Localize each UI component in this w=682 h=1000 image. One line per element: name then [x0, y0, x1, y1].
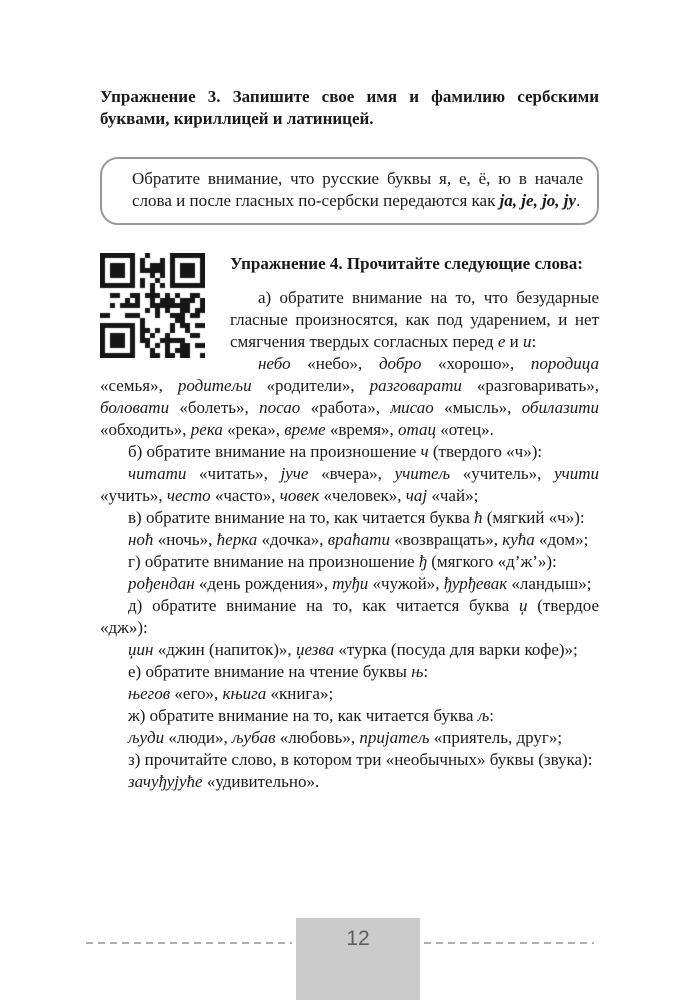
text-run: џезва [295, 640, 335, 659]
text-run: боловати [100, 398, 170, 417]
footer-dash-left [86, 942, 292, 944]
paragraph [100, 727, 599, 749]
paragraph [100, 551, 599, 573]
text-run: «чай»; [427, 486, 479, 505]
paragraph [100, 683, 599, 705]
text-run: е [497, 332, 506, 351]
text-run: ja, je, jo, jy [499, 191, 577, 210]
paragraph [100, 661, 599, 683]
text-run: туђи [332, 574, 369, 593]
text-run: родитељи [177, 376, 252, 395]
text-run: ноћ [128, 530, 154, 549]
text-run: чај [405, 486, 428, 505]
text-run: човек [279, 486, 320, 505]
text-run: а) обратите внимание на то, что безударные гласные произносятся, как под ударением, и нет смягчения твердых согласных перед [230, 288, 599, 351]
paragraph [100, 705, 599, 727]
exercise4-heading: Упражнение 4. Прочитайте следующие слова: [230, 254, 583, 273]
text-run: г) обратите внимание на произношение [128, 552, 419, 571]
text-run: «человек», [319, 486, 406, 505]
note-box [100, 157, 599, 225]
text-run: «река», [222, 420, 285, 439]
text-run: небо [258, 354, 291, 373]
text-run: «время», [325, 420, 399, 439]
text-run: б) обратите внимание на произношение [128, 442, 421, 461]
text-run: и [505, 332, 523, 351]
text-run: људи [128, 728, 165, 747]
paragraph [100, 573, 599, 595]
text-run: посао [259, 398, 301, 417]
text-run: «мысль», [433, 398, 522, 417]
paragraph [100, 529, 599, 551]
text-run: ч [420, 442, 429, 461]
text-run: књига [222, 684, 267, 703]
text-run: зачуђујуће [128, 772, 203, 791]
text-run: «ночь», [153, 530, 217, 549]
text-run: «возвращать», [389, 530, 503, 549]
paragraph [100, 441, 599, 463]
text-run: њ [411, 662, 424, 681]
text-run: е) обратите внимание на чтение буквы [128, 662, 412, 681]
text-run: ђурђевак [443, 574, 508, 593]
text-run: љ [477, 706, 490, 725]
text-run: «день рождения», [194, 574, 333, 593]
text-run: (твердое «дж»): [100, 596, 600, 637]
text-run: «хорошо», [421, 354, 531, 373]
text-run: «турка (посуда для варки кофе)»; [334, 640, 578, 659]
text-run: «отец». [436, 420, 494, 439]
text-run: «люди», [164, 728, 232, 747]
paragraph [100, 353, 599, 441]
text-run: : [423, 662, 429, 681]
text-run: обилазити [521, 398, 600, 417]
text-run: «небо», [290, 354, 379, 373]
text-run: «любовь», [275, 728, 360, 747]
note-text [132, 168, 583, 212]
paragraph [100, 507, 599, 529]
text-run: «родители», [251, 376, 370, 395]
text-run: (мягкого «д’ж’»): [426, 552, 557, 571]
footer-dash-right [424, 942, 594, 944]
text-run: ж) обратите внимание на то, как читается буква [128, 706, 478, 725]
page-number-band [296, 918, 420, 1000]
text-run: породица [530, 354, 599, 373]
qr-code [100, 253, 205, 358]
text-run: (твердого «ч»): [428, 442, 543, 461]
text-run: «джин (напиток)», [153, 640, 296, 659]
paragraph [100, 595, 599, 639]
text-run: «дом»; [534, 530, 589, 549]
text-run: «вчера», [308, 464, 395, 483]
text-run: његов [128, 684, 171, 703]
text-run: «семья», [100, 376, 178, 395]
text-run: јуче [280, 464, 309, 483]
text-run: Обратите внимание, что русские буквы я, е, ё, ю в начале слова и после гласных по-сербски передаются как [132, 169, 583, 210]
exercise3-heading: Упражнение 3. Запишите свое имя и фамилию сербскими буквами, кириллицей и латиницей. [100, 87, 599, 128]
text-run: «удивительно». [202, 772, 320, 791]
text-run: враћати [327, 530, 390, 549]
text-run: ђ [418, 552, 427, 571]
text-run: «чужой», [368, 574, 444, 593]
text-run: «разговаривать», [461, 376, 599, 395]
text-run: кућа [502, 530, 535, 549]
text-run: пријатељ [359, 728, 430, 747]
text-run: џ [518, 596, 528, 615]
text-run: (мягкий «ч»): [482, 508, 585, 527]
exercise4-body [100, 287, 599, 793]
text-run: «книга»; [266, 684, 334, 703]
paragraph [100, 771, 599, 793]
text-run: џин [128, 640, 154, 659]
text-run: учитељ [394, 464, 451, 483]
paragraph [100, 749, 599, 771]
text-run: добро [378, 354, 422, 373]
page-number: 12 [346, 927, 370, 950]
text-run: ћерка [216, 530, 258, 549]
text-run: «читать», [186, 464, 281, 483]
text-run: «дочка», [257, 530, 328, 549]
text-run: отац [398, 420, 437, 439]
text-run: учити [554, 464, 599, 483]
text-run: «работа», [300, 398, 391, 417]
text-run: мисао [390, 398, 434, 417]
text-run: : [531, 332, 537, 351]
exercise4-section [100, 251, 599, 793]
text-run: ћ [474, 508, 483, 527]
text-run: и [522, 332, 532, 351]
text-run: рођендан [128, 574, 195, 593]
text-run: «его», [170, 684, 223, 703]
text-run: река [190, 420, 223, 439]
qr-canvas [100, 253, 205, 358]
text-run: «приятель, друг»; [429, 728, 563, 747]
text-run: често [166, 486, 211, 505]
text-run: «болеть», [169, 398, 260, 417]
text-run: време [284, 420, 326, 439]
text-run: читати [128, 464, 187, 483]
text-run: . [576, 191, 581, 210]
text-run: разговарати [369, 376, 462, 395]
text-run: з) прочитайте слово, в котором три «необычных» буквы (звука): [128, 750, 593, 769]
text-run: љубав [231, 728, 276, 747]
paragraph [100, 463, 599, 507]
text-run: в) обратите внимание на то, как читается буква [128, 508, 474, 527]
text-run: «учить», [100, 486, 167, 505]
page-content [100, 86, 599, 793]
paragraph [100, 639, 599, 661]
text-run: «обходить», [100, 420, 191, 439]
text-run: : [489, 706, 494, 725]
text-run: «учитель», [450, 464, 555, 483]
text-run: «часто», [210, 486, 280, 505]
text-run: д) обратите внимание на то, как читается буква [128, 596, 519, 615]
text-run: «ландыш»; [507, 574, 592, 593]
